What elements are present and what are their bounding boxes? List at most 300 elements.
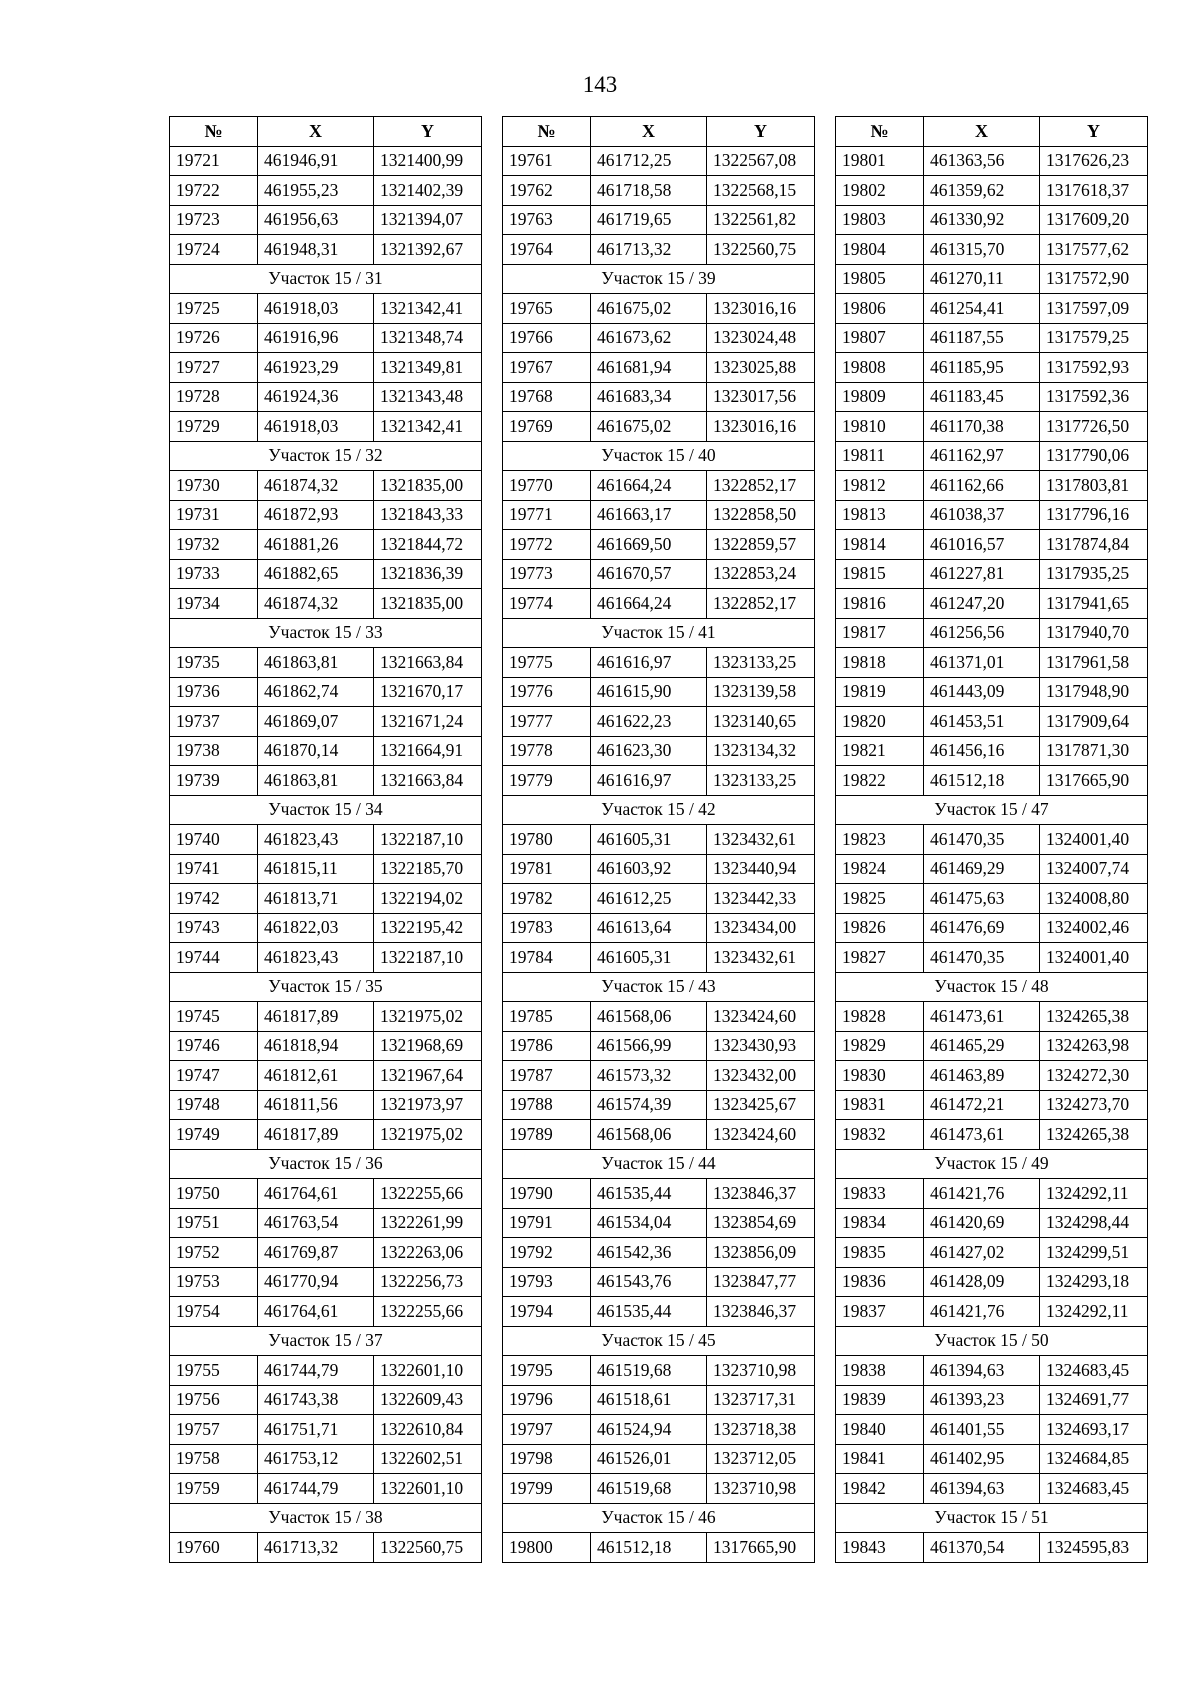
table-row xyxy=(503,176,815,206)
table-row xyxy=(503,913,815,943)
x-coordinate: 461016,57 xyxy=(924,530,1040,560)
x-coordinate: 461247,20 xyxy=(924,589,1040,619)
section-row xyxy=(503,972,815,1002)
section-row xyxy=(170,795,482,825)
table-row xyxy=(170,1297,482,1327)
x-coordinate: 461811,56 xyxy=(258,1090,374,1120)
y-coordinate: 1317874,84 xyxy=(1040,530,1148,560)
point-number: 19813 xyxy=(836,500,924,530)
table-row xyxy=(836,294,1148,324)
section-title: Участок 15 / 44 xyxy=(503,1149,815,1179)
x-coordinate: 461744,79 xyxy=(258,1356,374,1386)
point-number: 19794 xyxy=(503,1297,591,1327)
point-number: 19771 xyxy=(503,500,591,530)
table-row xyxy=(836,884,1148,914)
x-coordinate: 461918,03 xyxy=(258,294,374,324)
point-number: 19772 xyxy=(503,530,591,560)
y-coordinate: 1323133,25 xyxy=(707,648,815,678)
y-coordinate: 1323856,09 xyxy=(707,1238,815,1268)
table-row xyxy=(503,323,815,353)
x-coordinate: 461535,44 xyxy=(591,1179,707,1209)
point-number: 19737 xyxy=(170,707,258,737)
x-coordinate: 461574,39 xyxy=(591,1090,707,1120)
table-row xyxy=(836,677,1148,707)
y-coordinate: 1321670,17 xyxy=(374,677,482,707)
section-row xyxy=(170,264,482,294)
x-coordinate: 461463,89 xyxy=(924,1061,1040,1091)
x-coordinate: 461956,63 xyxy=(258,205,374,235)
table-header-row xyxy=(503,117,815,147)
y-coordinate: 1321663,84 xyxy=(374,648,482,678)
x-coordinate: 461664,24 xyxy=(591,589,707,619)
table-row xyxy=(503,677,815,707)
y-coordinate: 1317665,90 xyxy=(707,1533,815,1563)
y-coordinate: 1321835,00 xyxy=(374,471,482,501)
table-row xyxy=(503,943,815,973)
point-number: 19764 xyxy=(503,235,591,265)
point-number: 19779 xyxy=(503,766,591,796)
x-coordinate: 461566,99 xyxy=(591,1031,707,1061)
y-coordinate: 1323133,25 xyxy=(707,766,815,796)
header-number: № xyxy=(836,117,924,147)
table-row xyxy=(503,766,815,796)
y-coordinate: 1321671,24 xyxy=(374,707,482,737)
x-coordinate: 461170,38 xyxy=(924,412,1040,442)
y-coordinate: 1324293,18 xyxy=(1040,1267,1148,1297)
point-number: 19831 xyxy=(836,1090,924,1120)
x-coordinate: 461394,63 xyxy=(924,1474,1040,1504)
x-coordinate: 461822,03 xyxy=(258,913,374,943)
header-number: № xyxy=(170,117,258,147)
point-number: 19750 xyxy=(170,1179,258,1209)
y-coordinate: 1321392,67 xyxy=(374,235,482,265)
x-coordinate: 461427,02 xyxy=(924,1238,1040,1268)
point-number: 19745 xyxy=(170,1002,258,1032)
table-row xyxy=(170,353,482,383)
y-coordinate: 1321342,41 xyxy=(374,294,482,324)
section-row xyxy=(503,264,815,294)
table-row xyxy=(503,854,815,884)
x-coordinate: 461603,92 xyxy=(591,854,707,884)
y-coordinate: 1323846,37 xyxy=(707,1297,815,1327)
point-number: 19734 xyxy=(170,589,258,619)
y-coordinate: 1324007,74 xyxy=(1040,854,1148,884)
point-number: 19840 xyxy=(836,1415,924,1445)
table-row xyxy=(503,530,815,560)
section-title: Участок 15 / 46 xyxy=(503,1503,815,1533)
section-title: Участок 15 / 50 xyxy=(836,1326,1148,1356)
point-number: 19758 xyxy=(170,1444,258,1474)
x-coordinate: 461270,11 xyxy=(924,264,1040,294)
section-title: Участок 15 / 49 xyxy=(836,1149,1148,1179)
point-number: 19749 xyxy=(170,1120,258,1150)
y-coordinate: 1321394,07 xyxy=(374,205,482,235)
section-row xyxy=(503,1326,815,1356)
table-row xyxy=(170,471,482,501)
y-coordinate: 1322601,10 xyxy=(374,1356,482,1386)
x-coordinate: 461612,25 xyxy=(591,884,707,914)
x-coordinate: 461256,56 xyxy=(924,618,1040,648)
table-row xyxy=(836,854,1148,884)
y-coordinate: 1317790,06 xyxy=(1040,441,1148,471)
x-coordinate: 461753,12 xyxy=(258,1444,374,1474)
x-coordinate: 461812,61 xyxy=(258,1061,374,1091)
point-number: 19725 xyxy=(170,294,258,324)
table-row xyxy=(170,412,482,442)
table-row xyxy=(503,1533,815,1563)
table-row xyxy=(836,1120,1148,1150)
point-number: 19743 xyxy=(170,913,258,943)
x-coordinate: 461534,04 xyxy=(591,1208,707,1238)
point-number: 19754 xyxy=(170,1297,258,1327)
table-row xyxy=(170,707,482,737)
y-coordinate: 1324683,45 xyxy=(1040,1356,1148,1386)
table-row xyxy=(170,176,482,206)
y-coordinate: 1324001,40 xyxy=(1040,825,1148,855)
y-coordinate: 1323432,00 xyxy=(707,1061,815,1091)
table-row xyxy=(836,1061,1148,1091)
table-row xyxy=(836,1002,1148,1032)
y-coordinate: 1323854,69 xyxy=(707,1208,815,1238)
point-number: 19746 xyxy=(170,1031,258,1061)
table-row xyxy=(170,382,482,412)
y-coordinate: 1324299,51 xyxy=(1040,1238,1148,1268)
table-row xyxy=(503,1356,815,1386)
point-number: 19839 xyxy=(836,1385,924,1415)
table-row xyxy=(836,766,1148,796)
section-row xyxy=(170,1326,482,1356)
table-row xyxy=(836,1208,1148,1238)
x-coordinate: 461669,50 xyxy=(591,530,707,560)
y-coordinate: 1324273,70 xyxy=(1040,1090,1148,1120)
x-coordinate: 461817,89 xyxy=(258,1002,374,1032)
y-coordinate: 1323440,94 xyxy=(707,854,815,884)
y-coordinate: 1322858,50 xyxy=(707,500,815,530)
y-coordinate: 1322560,75 xyxy=(374,1533,482,1563)
x-coordinate: 461315,70 xyxy=(924,235,1040,265)
table-row xyxy=(503,353,815,383)
table-row xyxy=(836,1356,1148,1386)
point-number: 19742 xyxy=(170,884,258,914)
x-coordinate: 461038,37 xyxy=(924,500,1040,530)
x-coordinate: 461421,76 xyxy=(924,1179,1040,1209)
y-coordinate: 1317961,58 xyxy=(1040,648,1148,678)
table-row xyxy=(170,677,482,707)
point-number: 19806 xyxy=(836,294,924,324)
point-number: 19723 xyxy=(170,205,258,235)
x-coordinate: 461330,92 xyxy=(924,205,1040,235)
header-y: Y xyxy=(707,117,815,147)
y-coordinate: 1323139,58 xyxy=(707,677,815,707)
table-row xyxy=(503,382,815,412)
y-coordinate: 1317592,36 xyxy=(1040,382,1148,412)
x-coordinate: 461615,90 xyxy=(591,677,707,707)
point-number: 19830 xyxy=(836,1061,924,1091)
point-number: 19802 xyxy=(836,176,924,206)
point-number: 19739 xyxy=(170,766,258,796)
y-coordinate: 1324008,80 xyxy=(1040,884,1148,914)
point-number: 19780 xyxy=(503,825,591,855)
y-coordinate: 1321400,99 xyxy=(374,146,482,176)
y-coordinate: 1322185,70 xyxy=(374,854,482,884)
section-title: Участок 15 / 37 xyxy=(170,1326,482,1356)
table-row xyxy=(170,559,482,589)
y-coordinate: 1322561,82 xyxy=(707,205,815,235)
table-row xyxy=(503,1238,815,1268)
table-row xyxy=(836,412,1148,442)
section-row xyxy=(170,1503,482,1533)
y-coordinate: 1321975,02 xyxy=(374,1120,482,1150)
table-row xyxy=(836,736,1148,766)
point-number: 19763 xyxy=(503,205,591,235)
y-coordinate: 1323424,60 xyxy=(707,1002,815,1032)
table-row xyxy=(836,1533,1148,1563)
point-number: 19759 xyxy=(170,1474,258,1504)
table-row xyxy=(170,1208,482,1238)
y-coordinate: 1322256,73 xyxy=(374,1267,482,1297)
y-coordinate: 1322610,84 xyxy=(374,1415,482,1445)
x-coordinate: 461473,61 xyxy=(924,1120,1040,1150)
table-row xyxy=(170,1444,482,1474)
x-coordinate: 461874,32 xyxy=(258,589,374,619)
table-row xyxy=(170,854,482,884)
x-coordinate: 461923,29 xyxy=(258,353,374,383)
header-y: Y xyxy=(1040,117,1148,147)
table-row xyxy=(503,205,815,235)
x-coordinate: 461764,61 xyxy=(258,1179,374,1209)
section-row xyxy=(170,618,482,648)
x-coordinate: 461681,94 xyxy=(591,353,707,383)
y-coordinate: 1321663,84 xyxy=(374,766,482,796)
x-coordinate: 461813,71 xyxy=(258,884,374,914)
section-title: Участок 15 / 42 xyxy=(503,795,815,825)
point-number: 19776 xyxy=(503,677,591,707)
point-number: 19793 xyxy=(503,1267,591,1297)
x-coordinate: 461683,34 xyxy=(591,382,707,412)
table-row xyxy=(170,648,482,678)
x-coordinate: 461769,87 xyxy=(258,1238,374,1268)
y-coordinate: 1321975,02 xyxy=(374,1002,482,1032)
table-row xyxy=(503,1267,815,1297)
section-row xyxy=(170,1149,482,1179)
y-coordinate: 1322568,15 xyxy=(707,176,815,206)
x-coordinate: 461874,32 xyxy=(258,471,374,501)
x-coordinate: 461568,06 xyxy=(591,1002,707,1032)
page-number: 143 xyxy=(582,72,618,97)
point-number: 19824 xyxy=(836,854,924,884)
y-coordinate: 1324292,11 xyxy=(1040,1297,1148,1327)
point-number: 19751 xyxy=(170,1208,258,1238)
x-coordinate: 461512,18 xyxy=(924,766,1040,796)
y-coordinate: 1324002,46 xyxy=(1040,913,1148,943)
point-number: 19809 xyxy=(836,382,924,412)
point-number: 19760 xyxy=(170,1533,258,1563)
y-coordinate: 1323134,32 xyxy=(707,736,815,766)
section-title: Участок 15 / 45 xyxy=(503,1326,815,1356)
x-coordinate: 461470,35 xyxy=(924,943,1040,973)
header-number: № xyxy=(503,117,591,147)
point-number: 19753 xyxy=(170,1267,258,1297)
point-number: 19724 xyxy=(170,235,258,265)
point-number: 19815 xyxy=(836,559,924,589)
section-row xyxy=(503,441,815,471)
y-coordinate: 1317796,16 xyxy=(1040,500,1148,530)
x-coordinate: 461475,63 xyxy=(924,884,1040,914)
table-row xyxy=(836,825,1148,855)
section-row xyxy=(836,795,1148,825)
table-row xyxy=(836,589,1148,619)
table-row xyxy=(170,1061,482,1091)
section-row xyxy=(836,1326,1148,1356)
table-row xyxy=(503,1208,815,1238)
point-number: 19817 xyxy=(836,618,924,648)
y-coordinate: 1322195,42 xyxy=(374,913,482,943)
table-row xyxy=(836,382,1148,412)
table-row xyxy=(503,1179,815,1209)
x-coordinate: 461185,95 xyxy=(924,353,1040,383)
y-coordinate: 1322255,66 xyxy=(374,1179,482,1209)
x-coordinate: 461162,97 xyxy=(924,441,1040,471)
x-coordinate: 461476,69 xyxy=(924,913,1040,943)
point-number: 19827 xyxy=(836,943,924,973)
point-number: 19796 xyxy=(503,1385,591,1415)
section-title: Участок 15 / 38 xyxy=(170,1503,482,1533)
table-row xyxy=(503,500,815,530)
x-coordinate: 461543,76 xyxy=(591,1267,707,1297)
y-coordinate: 1324298,44 xyxy=(1040,1208,1148,1238)
x-coordinate: 461946,91 xyxy=(258,146,374,176)
table-row xyxy=(503,412,815,442)
point-number: 19784 xyxy=(503,943,591,973)
x-coordinate: 461613,64 xyxy=(591,913,707,943)
y-coordinate: 1323712,05 xyxy=(707,1444,815,1474)
section-row xyxy=(503,1503,815,1533)
y-coordinate: 1321973,97 xyxy=(374,1090,482,1120)
point-number: 19833 xyxy=(836,1179,924,1209)
y-coordinate: 1317948,90 xyxy=(1040,677,1148,707)
table-row xyxy=(836,1238,1148,1268)
point-number: 19832 xyxy=(836,1120,924,1150)
table-row xyxy=(503,589,815,619)
y-coordinate: 1323442,33 xyxy=(707,884,815,914)
point-number: 19834 xyxy=(836,1208,924,1238)
coordinates-table-1 xyxy=(169,116,482,1563)
table-row xyxy=(170,294,482,324)
x-coordinate: 461393,23 xyxy=(924,1385,1040,1415)
point-number: 19735 xyxy=(170,648,258,678)
x-coordinate: 461465,29 xyxy=(924,1031,1040,1061)
point-number: 19762 xyxy=(503,176,591,206)
y-coordinate: 1323017,56 xyxy=(707,382,815,412)
y-coordinate: 1317871,30 xyxy=(1040,736,1148,766)
table-row xyxy=(503,294,815,324)
y-coordinate: 1317572,90 xyxy=(1040,264,1148,294)
x-coordinate: 461472,21 xyxy=(924,1090,1040,1120)
y-coordinate: 1324265,38 xyxy=(1040,1002,1148,1032)
x-coordinate: 461675,02 xyxy=(591,412,707,442)
x-coordinate: 461712,25 xyxy=(591,146,707,176)
x-coordinate: 461862,74 xyxy=(258,677,374,707)
table-row xyxy=(836,205,1148,235)
x-coordinate: 461719,65 xyxy=(591,205,707,235)
point-number: 19781 xyxy=(503,854,591,884)
y-coordinate: 1324265,38 xyxy=(1040,1120,1148,1150)
x-coordinate: 461718,58 xyxy=(591,176,707,206)
point-number: 19816 xyxy=(836,589,924,619)
x-coordinate: 461524,94 xyxy=(591,1415,707,1445)
y-coordinate: 1321844,72 xyxy=(374,530,482,560)
table-row xyxy=(170,1002,482,1032)
x-coordinate: 461869,07 xyxy=(258,707,374,737)
y-coordinate: 1321967,64 xyxy=(374,1061,482,1091)
point-number: 19812 xyxy=(836,471,924,501)
table-row xyxy=(170,1533,482,1563)
point-number: 19752 xyxy=(170,1238,258,1268)
x-coordinate: 461568,06 xyxy=(591,1120,707,1150)
y-coordinate: 1323710,98 xyxy=(707,1356,815,1386)
x-coordinate: 461663,17 xyxy=(591,500,707,530)
y-coordinate: 1317592,93 xyxy=(1040,353,1148,383)
table-row xyxy=(836,913,1148,943)
y-coordinate: 1322187,10 xyxy=(374,943,482,973)
point-number: 19775 xyxy=(503,648,591,678)
x-coordinate: 461815,11 xyxy=(258,854,374,884)
table-row xyxy=(170,530,482,560)
x-coordinate: 461751,71 xyxy=(258,1415,374,1445)
table-row xyxy=(170,589,482,619)
x-coordinate: 461519,68 xyxy=(591,1356,707,1386)
y-coordinate: 1323025,88 xyxy=(707,353,815,383)
table-row xyxy=(503,1385,815,1415)
y-coordinate: 1323425,67 xyxy=(707,1090,815,1120)
point-number: 19811 xyxy=(836,441,924,471)
x-coordinate: 461371,01 xyxy=(924,648,1040,678)
x-coordinate: 461526,01 xyxy=(591,1444,707,1474)
x-coordinate: 461456,16 xyxy=(924,736,1040,766)
x-coordinate: 461370,54 xyxy=(924,1533,1040,1563)
x-coordinate: 461918,03 xyxy=(258,412,374,442)
point-number: 19835 xyxy=(836,1238,924,1268)
table-row xyxy=(836,1297,1148,1327)
point-number: 19828 xyxy=(836,1002,924,1032)
y-coordinate: 1322263,06 xyxy=(374,1238,482,1268)
y-coordinate: 1317597,09 xyxy=(1040,294,1148,324)
y-coordinate: 1317626,23 xyxy=(1040,146,1148,176)
point-number: 19805 xyxy=(836,264,924,294)
table-row xyxy=(503,146,815,176)
section-title: Участок 15 / 51 xyxy=(836,1503,1148,1533)
x-coordinate: 461616,97 xyxy=(591,648,707,678)
point-number: 19790 xyxy=(503,1179,591,1209)
point-number: 19748 xyxy=(170,1090,258,1120)
point-number: 19777 xyxy=(503,707,591,737)
x-coordinate: 461401,55 xyxy=(924,1415,1040,1445)
table-row xyxy=(170,943,482,973)
section-title: Участок 15 / 43 xyxy=(503,972,815,1002)
section-row xyxy=(503,795,815,825)
x-coordinate: 461870,14 xyxy=(258,736,374,766)
x-coordinate: 461254,41 xyxy=(924,294,1040,324)
table-row xyxy=(503,471,815,501)
point-number: 19766 xyxy=(503,323,591,353)
table-row xyxy=(170,1415,482,1445)
x-coordinate: 461470,35 xyxy=(924,825,1040,855)
point-number: 19820 xyxy=(836,707,924,737)
y-coordinate: 1324683,45 xyxy=(1040,1474,1148,1504)
table-row xyxy=(836,1415,1148,1445)
x-coordinate: 461359,62 xyxy=(924,176,1040,206)
table-row xyxy=(503,235,815,265)
